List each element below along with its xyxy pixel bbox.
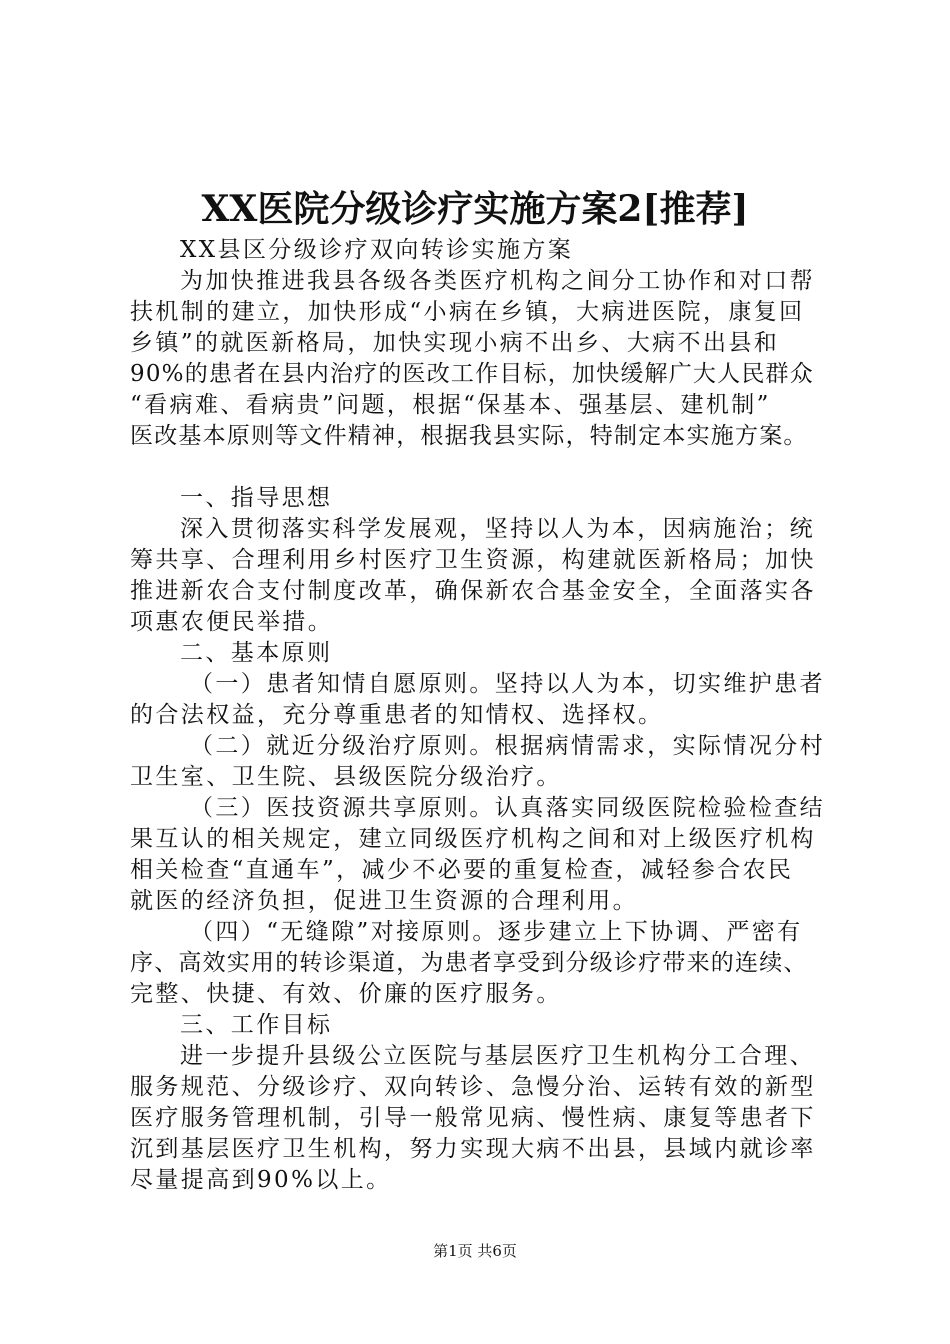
principle3-line: 果互认的相关规定，建立同级医疗机构之间和对上级医疗机构 — [130, 826, 816, 852]
intro-line: 扶机制的建立，加快形成“小病在乡镇，大病进医院，康复回 — [130, 299, 805, 325]
principle4-line: （四）“无缝隙”对接原则。逐步建立上下协调、严密有 — [190, 919, 803, 945]
section3-line: 服务规范、分级诊疗、双向转诊、急慢分治、运转有效的新型 — [130, 1074, 816, 1100]
principle4-line: 序、高效实用的转诊渠道，为患者享受到分级诊疗带来的连续、 — [130, 950, 808, 976]
section1-line: 深入贯彻落实科学发展观，坚持以人为本，因病施治；统 — [180, 516, 815, 542]
subtitle: XX县区分级诊疗双向转诊实施方案 — [180, 237, 574, 263]
principle2-line: 卫生室、卫生院、县级医院分级治疗。 — [130, 764, 562, 790]
principle3-line: 相关检查“直通车”，减少不必要的重复检查，减轻参合农民 — [130, 857, 794, 883]
document-body — [130, 235, 830, 1196]
intro-line: 90%的患者在县内治疗的医改工作目标，加快缓解广大人民群众 — [130, 361, 814, 387]
section1-line: 项惠农便民举措。 — [130, 609, 334, 635]
section-heading-guiding-thought: 一、指导思想 — [180, 485, 333, 511]
section-heading-work-goals: 三、工作目标 — [180, 1012, 333, 1038]
intro-line: 医改基本原则等文件精神，根据我县实际，特制定本实施方案。 — [130, 423, 808, 449]
intro-line: “看病难、看病贵”问题，根据“保基本、强基层、建机制” — [130, 392, 771, 418]
principle3-line: 就医的经济负担，促进卫生资源的合理利用。 — [130, 888, 638, 914]
paragraph-gap — [130, 452, 830, 483]
section3-line: 进一步提升县级公立医院与基层医疗卫生机构分工合理、 — [180, 1043, 815, 1069]
principle3-line: （三）医技资源共享原则。认真落实同级医院检验检查结 — [190, 795, 825, 821]
section3-line: 医疗服务管理机制，引导一般常见病、慢性病、康复等患者下 — [130, 1105, 816, 1131]
section1-line: 推进新农合支付制度改革，确保新农合基金安全，全面落实各 — [130, 578, 816, 604]
section1-line: 筹共享、合理利用乡村医疗卫生资源，构建就医新格局；加快 — [130, 547, 816, 573]
document-title: XX医院分级诊疗实施方案2[推荐] — [201, 188, 749, 230]
intro-line: 为加快推进我县各级各类医疗机构之间分工协作和对口帮 — [180, 268, 815, 294]
intro-line: 乡镇”的就医新格局，加快实现小病不出乡、大病不出县和 — [130, 330, 780, 356]
section3-line: 尽量提高到90%以上。 — [130, 1167, 392, 1193]
section-heading-basic-principles: 二、基本原则 — [180, 640, 333, 666]
principle1-line: 的合法权益，充分尊重患者的知情权、选择权。 — [130, 702, 664, 728]
principle2-line: （二）就近分级治疗原则。根据病情需求，实际情况分村 — [190, 733, 825, 759]
page-number-footer: 第1页 共6页 — [433, 1242, 517, 1260]
principle4-line: 完整、快捷、有效、价廉的医疗服务。 — [130, 981, 562, 1007]
section3-line: 沉到基层医疗卫生机构，努力实现大病不出县，县域内就诊率 — [130, 1136, 816, 1162]
principle1-line: （一）患者知情自愿原则。坚持以人为本，切实维护患者 — [190, 671, 825, 697]
